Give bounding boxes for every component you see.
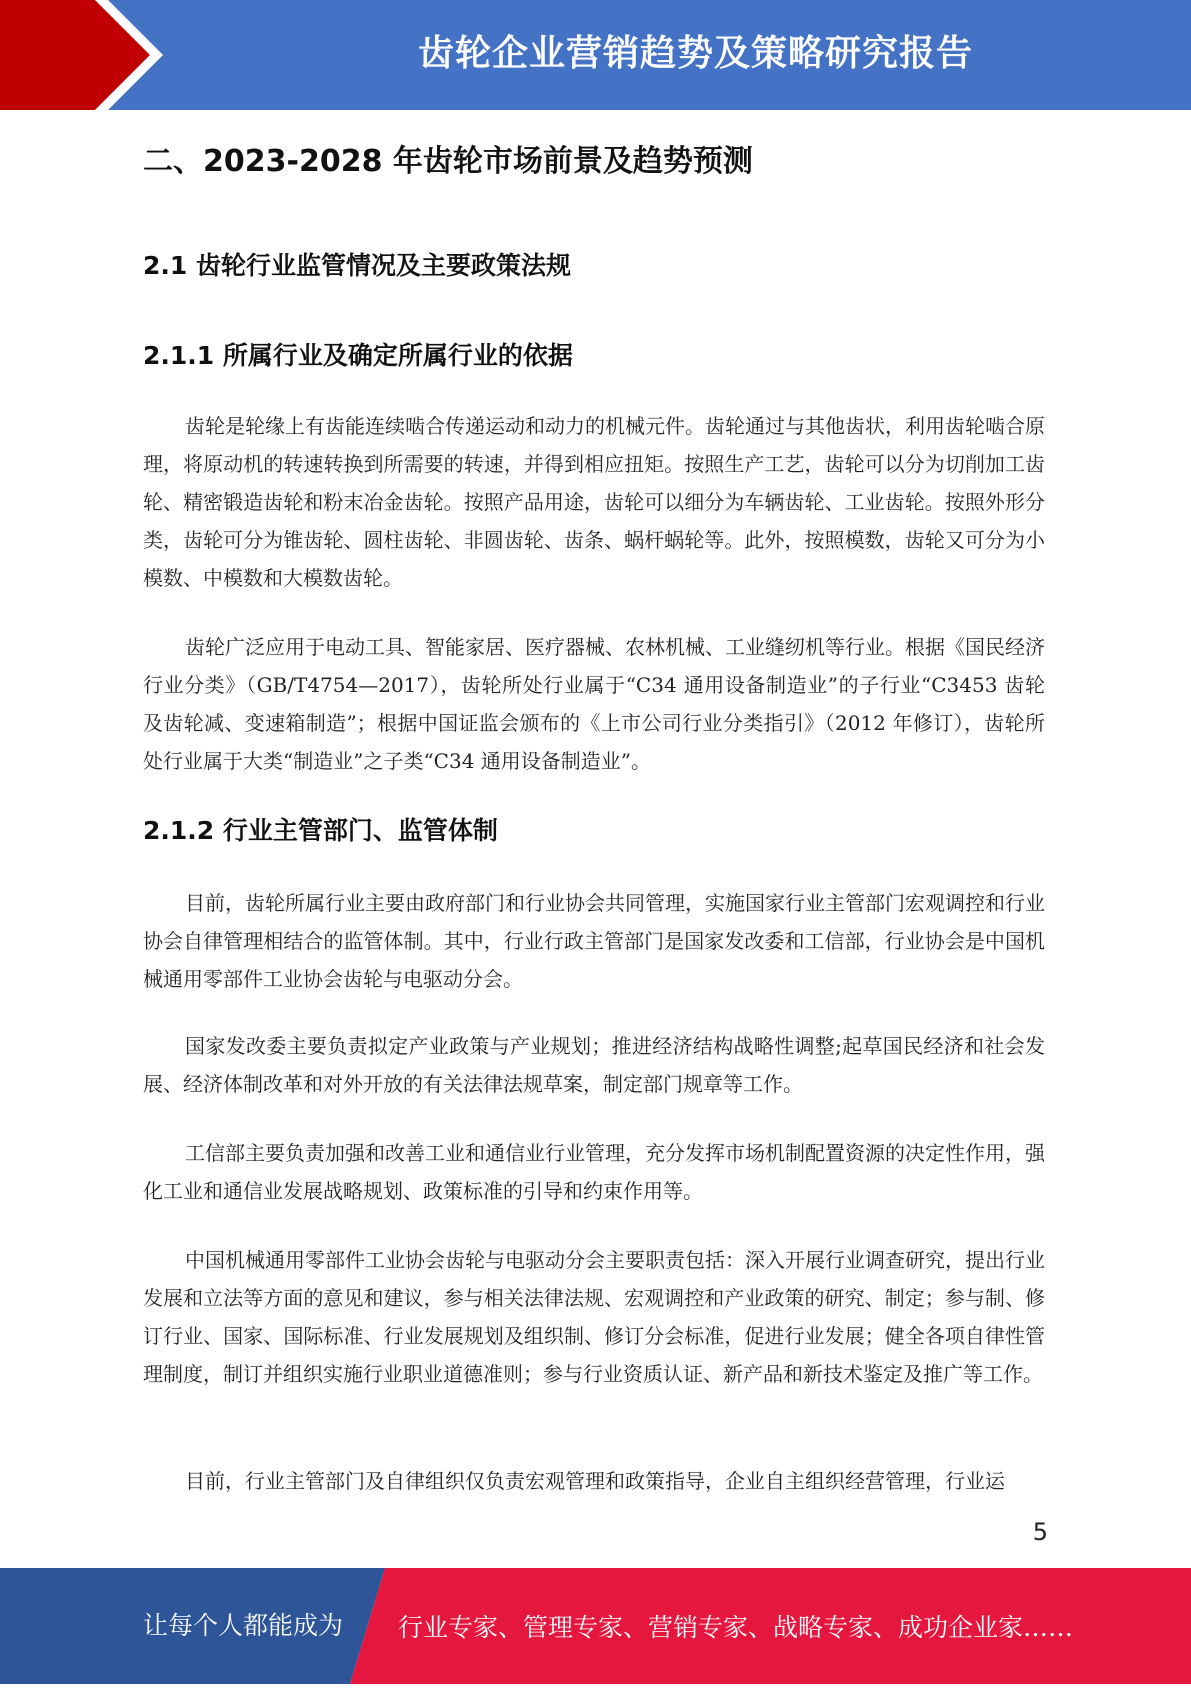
header-red-chevron [0, 0, 150, 110]
footer-slogan-right: 行业专家、管理专家、营销专家、战略专家、成功企业家…… [398, 1613, 1074, 1642]
paragraph-gear-definition: 齿轮是轮缘上有齿能连续啮合传递运动和动力的机械元件。齿轮通过与其他齿状，利用齿轮啮合原理，将原动机的转速转换到所需要的转速，并得到相应扭矩。按照生产工艺，齿轮可以分为切削加工齿轮、精密锻造齿轮和粉末冶金齿轮。按照产品用途，齿轮可以细分为车辆齿轮、工业齿轮。按照外形分类，齿轮可分为锥齿轮、圆柱齿轮、非圆齿轮、齿条、蜗杆蜗轮等。此外，按照模数，齿轮又可分为小模数、中模数和大模数齿轮。 [143, 414, 1045, 590]
paragraph-industry-operation: 目前，行业主管部门及自律组织仅负责宏观管理和政策指导，企业自主组织经营管理，行业运 [185, 1469, 1005, 1493]
footer-slogan-left: 让每个人都能成为 [143, 1611, 344, 1640]
report-header [0, 0, 1191, 110]
page-number: 5 [1032, 1518, 1048, 1546]
paragraph-regulatory-system: 目前，齿轮所属行业主要由政府部门和行业协会共同管理，实施国家行业主管部门宏观调控和行业协会自律管理相结合的监管体制。其中，行业行政主管部门是国家发改委和工信部，行业协会是中国机械通用零部件工业协会齿轮与电驱动分会。 [143, 891, 1045, 991]
section-title: 二、2023-2028 年齿轮市场前景及趋势预测 [143, 144, 753, 179]
subsection-2-1-1-title: 2.1.1 所属行业及确定所属行业的依据 [143, 341, 573, 370]
paragraph-miit-duties: 工信部主要负责加强和改善工业和通信业行业管理，充分发挥市场机制配置资源的决定性作用，强化工业和通信业发展战略规划、政策标准的引导和约束作用等。 [143, 1141, 1045, 1203]
paragraph-association-duties: 中国机械通用零部件工业协会齿轮与电驱动分会主要职责包括：深入开展行业调查研究，提出行业发展和立法等方面的意见和建议，参与相关法律法规、宏观调控和产业政策的研究、制定；参与制、修订行业、国家、国际标准、行业发展规划及组织制、修订分会标准，促进行业发展；健全各项自律性管理制度，制订并组织实施行业职业道德准则；参与行业资质认证、新产品和新技术鉴定及推广等工作。 [143, 1248, 1045, 1386]
paragraph-gear-industry-classification: 齿轮广泛应用于电动工具、智能家居、医疗器械、农林机械、工业缝纫机等行业。根据《国民经济行业分类》（GB/T4754—2017），齿轮所处行业属于“C34 通用设备制造业”的子行业“C3453 齿轮及齿轮减、变速箱制造”；根据中国证监会颁布的《上市公司行业分类指引》（2012 年修订），齿轮所处行业属于大类“制造业”之子类“C34 通用设备制造业”。 [143, 635, 1045, 773]
report-footer [0, 1568, 1191, 1684]
report-title: 齿轮企业营销趋势及策略研究报告 [417, 33, 973, 74]
paragraph-ndrc-duties: 国家发改委主要负责拟定产业政策与产业规划；推进经济结构战略性调整;起草国民经济和社会发展、经济体制改革和对外开放的有关法律法规草案，制定部门规章等工作。 [143, 1034, 1045, 1096]
subsection-2-1-title: 2.1 齿轮行业监管情况及主要政策法规 [143, 251, 571, 280]
subsection-2-1-2-title: 2.1.2 行业主管部门、监管体制 [143, 816, 498, 845]
